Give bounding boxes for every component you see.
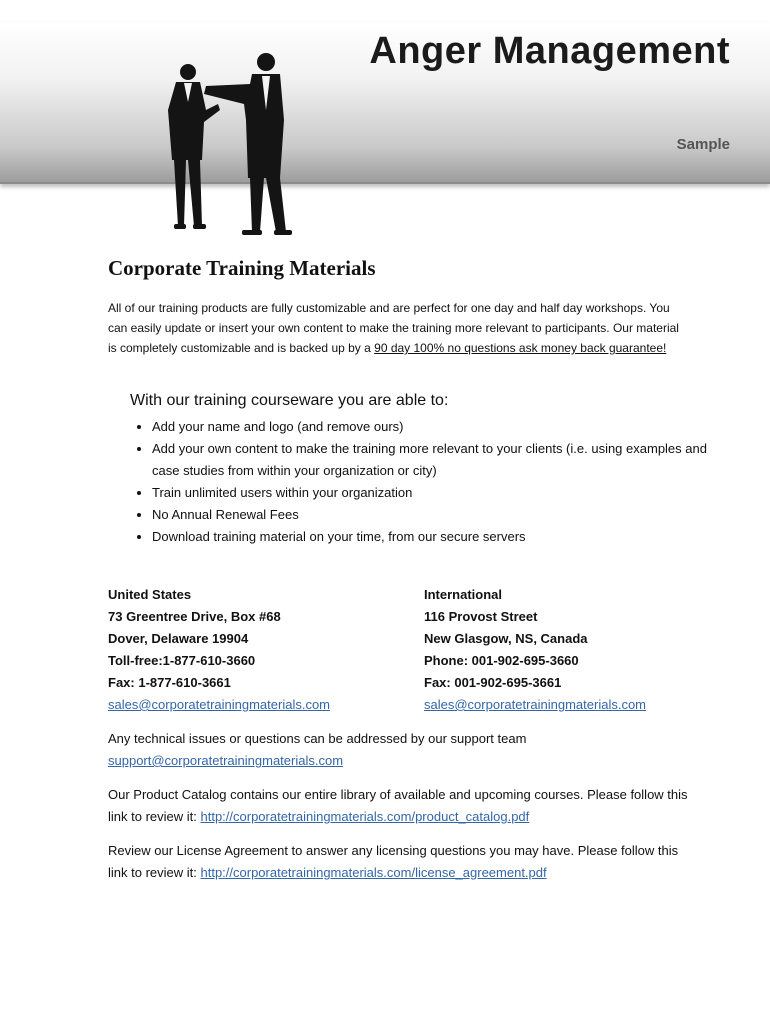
intl-phone: Phone: 001-902-695-3660 — [424, 653, 579, 668]
intl-email-link[interactable]: sales@corporatetrainingmaterials.com — [424, 697, 647, 712]
us-city: Dover, Delaware 19904 — [108, 631, 249, 646]
license-link[interactable]: http://corporatetrainingmaterials.com/license_agreement.pdf — [200, 865, 547, 880]
catalog-paragraph — [108, 784, 698, 828]
support-text: Any technical issues or questions can be addressed by our support team — [108, 731, 527, 746]
intl-address-block — [424, 584, 646, 716]
us-phone: Toll-free:1-877-610-3660 — [108, 653, 256, 668]
section-title: Corporate Training Materials — [108, 256, 376, 280]
businessmen-illustration — [160, 50, 310, 240]
sample-label: Sample — [676, 136, 730, 153]
us-address-block — [108, 584, 330, 716]
license-text: Review our License Agreement to answer any licensing questions you may have. Please follow this link to review it: — [108, 843, 679, 880]
license-paragraph — [108, 840, 698, 884]
us-region: United States — [108, 587, 192, 602]
list-item: • Add your own content to make the training more relevant to your clients (i.e. using examples and case studies from within your organization or city) — [152, 438, 712, 482]
list-item: • Download training material on your time, from our secure servers — [152, 526, 712, 548]
guarantee-text: 90 day 100% no questions ask money back guarantee! — [374, 341, 667, 355]
intl-region: International — [424, 587, 503, 602]
us-email-link[interactable]: sales@corporatetrainingmaterials.com — [108, 697, 331, 712]
abilities-heading: With our training courseware you are able to: — [130, 392, 449, 409]
us-fax: Fax: 1-877-610-3661 — [108, 675, 231, 690]
support-paragraph — [108, 728, 698, 772]
catalog-link[interactable]: http://corporatetrainingmaterials.com/product_catalog.pdf — [200, 809, 530, 824]
intro-paragraph — [108, 298, 688, 358]
intl-city: New Glasgow, NS, Canada — [424, 631, 588, 646]
list-item: • Add your name and logo (and remove ours) — [152, 416, 712, 438]
support-email-link[interactable]: support@corporatetrainingmaterials.com — [108, 753, 344, 768]
intl-street: 116 Provost Street — [424, 609, 538, 624]
catalog-text: Our Product Catalog contains our entire library of available and upcoming courses. Please follow this link to review it: — [108, 787, 688, 824]
list-item: • Train unlimited users within your organization — [152, 482, 712, 504]
intl-fax: Fax: 001-902-695-3661 — [424, 675, 562, 690]
page-title: Anger Management — [369, 30, 730, 72]
list-item: • No Annual Renewal Fees — [152, 504, 712, 526]
intro-text: All of our training products are fully customizable and are perfect for one day and half day workshops. You can easily update or insert your own content to make the training more relevant to participants. Our material is completely customizable and is backed up by a — [108, 301, 679, 355]
abilities-list — [130, 416, 712, 548]
us-street: 73 Greentree Drive, Box #68 — [108, 609, 281, 624]
